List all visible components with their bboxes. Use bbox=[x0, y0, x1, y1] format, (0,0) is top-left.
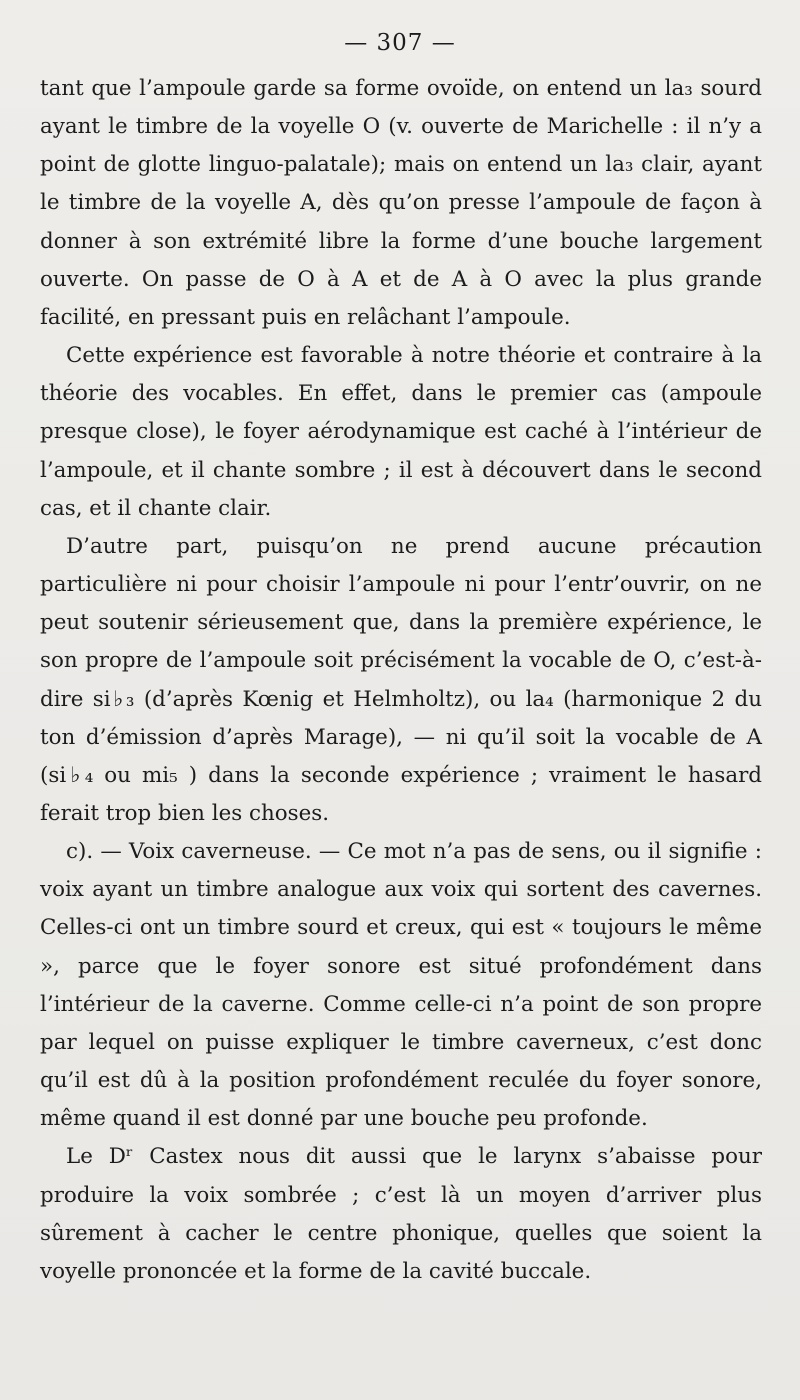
paragraph: tant que l’ampoule garde sa forme ovoïde, on entend un la₃ sourd ayant le timbre de la voyelle O (v. ouverte de Marichelle : il n’y a point de glotte linguo-palatale); mais on entend un la₃ clair, ayant le timbre de la voyelle A, dès qu’on presse l’ampoule de façon à donner à son extrémité libre la forme d’une bouche largement ouverte. On passe de O à A et de A à O avec la plus grande facilité, en pressant puis en relâchant l’ampoule. bbox=[40, 76, 762, 330]
paragraph: D’autre part, puisqu’on ne prend aucune précaution particulière ni pour choisir l’ampoule ni pour l’entr’ouvrir, on ne peut soutenir sérieusement que, dans la première expérience, le son propre de l’ampoule soit précisément la vocable de O, c’est-à-dire si♭₃ (d’après Kœnig et Helmholtz), ou la₄ (harmonique 2 du ton d’émission d’après Marage), — ni qu’il soit la vocable de A (si♭₄ ou mi₅ ) dans la seconde expérience ; vraiment le hasard ferait trop bien les choses. bbox=[40, 533, 762, 826]
page-body bbox=[40, 70, 762, 1291]
paragraph: c). — Voix caverneuse. — Ce mot n’a pas de sens, ou il signifie : voix ayant un timbre analogue aux voix qui sortent des cavernes. Celles-ci ont un timbre sourd et creux, qui est « toujours le même », parce que le foyer sonore est situé profondément dans l’intérieur de la caverne. Comme celle-ci n’a point de son propre par lequel on puisse expliquer le timbre caverneux, c’est donc qu’il est dû à la position profondément reculée du foyer sonore, même quand il est donné par une bouche peu profonde. bbox=[40, 839, 762, 1132]
paragraph: Le Dʳ Castex nous dit aussi que le larynx s’abaisse pour produire la voix sombrée ; c’est là un moyen d’arriver plus sûrement à cacher le centre phonique, quelles que soient la voyelle prononcée et la forme de la cavité buccale. bbox=[40, 1144, 762, 1284]
page-number: — 307 — bbox=[344, 30, 456, 56]
paragraph: Cette expérience est favorable à notre théorie et contraire à la théorie des vocables. En effet, dans le premier cas (ampoule presque close), le foyer aérodynamique est caché à l’intérieur de l’ampoule, et il chante sombre ; il est à découvert dans le second cas, et il chante clair. bbox=[40, 343, 762, 521]
